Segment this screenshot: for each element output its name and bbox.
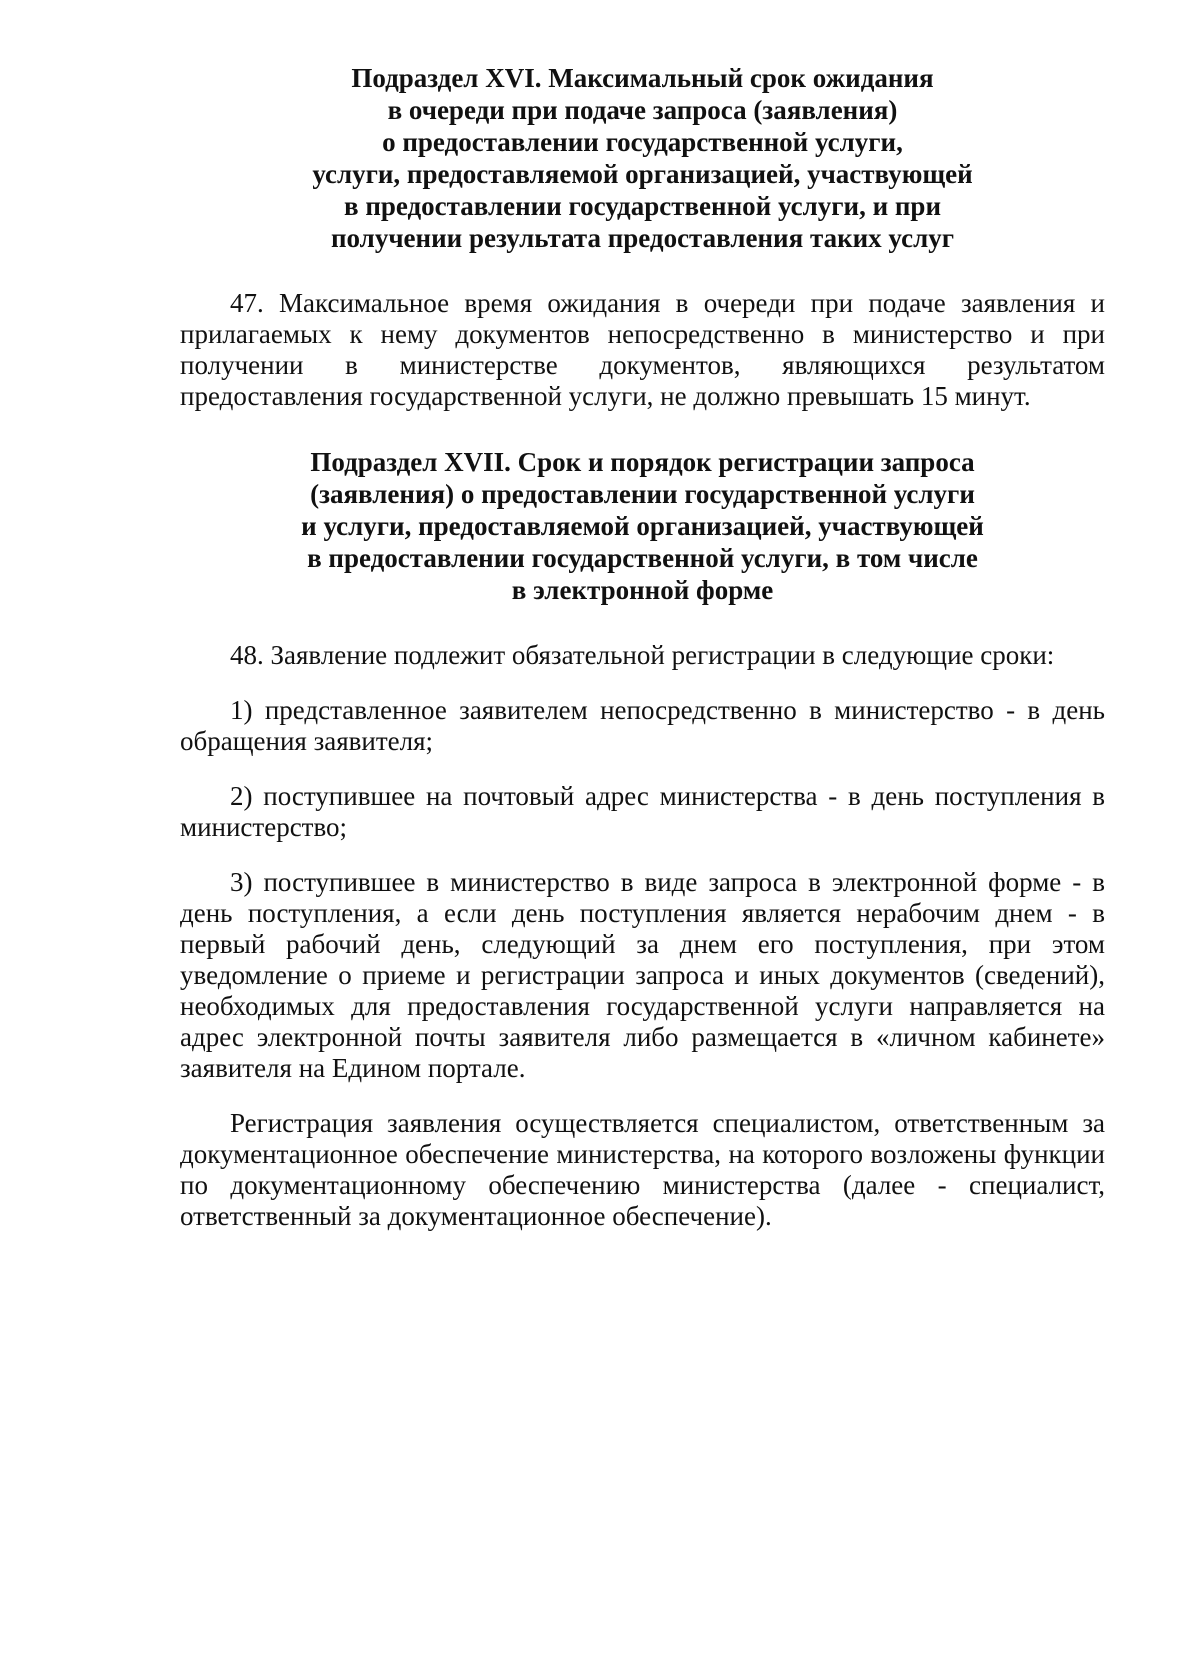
list-item-1: 1) представленное заявителем непосредственно в министерство - в день обращения заявителя; [180,695,1105,756]
heading-line: (заявления) о предоставлении государственной услуги [310,479,975,509]
heading-line: в электронной форме [511,575,774,605]
heading-line: Подраздел XVII. Срок и порядок регистрации запроса [310,447,975,477]
section-16-heading [180,62,1105,254]
heading-line: Подраздел XVI. Максимальный срок ожидания [351,63,934,93]
heading-line: в предоставлении государственной услуги, в том числе [307,543,978,573]
paragraph-47: 47. Максимальное время ожидания в очереди при подаче заявления и прилагаемых к нему документов непосредственно в министерство и при получении в министерстве документов, являющихся результатом предоставления государственной услуги, не должно превышать 15 минут. [180,288,1105,411]
list-item-2: 2) поступившее на почтовый адрес министерства - в день поступления в министерство; [180,781,1105,842]
heading-line: о предоставлении государственной услуги, [382,127,903,157]
registration-paragraph: Регистрация заявления осуществляется специалистом, ответственным за документационное обеспечение министерства, на которого возложены функции по документационному обеспечению министерства (далее - специалист, ответственный за документационное обеспечение). [180,1108,1105,1231]
heading-line: услуги, предоставляемой организацией, участвующей [312,159,973,189]
heading-line: получении результата предоставления таких услуг [330,223,954,253]
list-item-3: 3) поступившее в министерство в виде запроса в электронной форме - в день поступления, а если день поступления является нерабочим днем - в первый рабочий день, следующий за днем его поступления, при этом уведомление о приеме и регистрации запроса и иных документов (сведений), необходимых для предоставления государственной услуги направляется на адрес электронной почты заявителя либо размещается в «личном кабинете» заявителя на Едином портале. [180,867,1105,1083]
section-17-heading [180,446,1105,606]
paragraph-48: 48. Заявление подлежит обязательной регистрации в следующие сроки: [230,640,1055,670]
heading-line: в очереди при подаче запроса (заявления) [387,95,898,125]
document-content [180,62,1105,1232]
heading-line: в предоставлении государственной услуги, и при [343,191,942,221]
heading-line: и услуги, предоставляемой организацией, участвующей [301,511,984,541]
